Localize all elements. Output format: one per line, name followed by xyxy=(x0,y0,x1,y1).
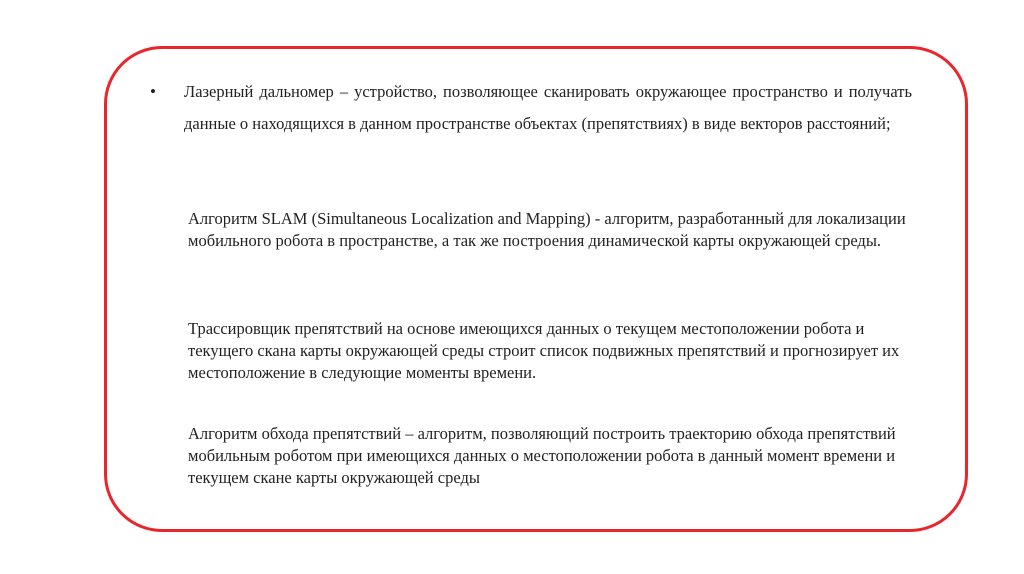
obstacle-avoidance-paragraph: Алгоритм обхода препятствий – алгоритм, позволяющий построить траекторию обхода препятствий мобильным роботом при имеющихся данных о местоположении робота в данный момент времени и текущем скане карты окружающей среды xyxy=(188,424,896,487)
slam-paragraph: Алгоритм SLAM (Simultaneous Localization and Mapping) - алгоритм, разработанный для локализации мобильного робота в пространстве, а так же построения динамической карты окружающей среды. xyxy=(188,209,906,250)
bullet-icon: • xyxy=(150,82,156,101)
obstacle-tracker-paragraph: Трассировщик препятствий на основе имеющихся данных о текущем местоположении робота и текущего скана карты окружающей среды строит список подвижных препятствий и прогнозирует их местоположение в следующие моменты времени. xyxy=(188,319,900,382)
laser-rangefinder-text: Лазерный дальномер – устройство, позволяющее сканировать окружающее пространство и получать данные о находящихся в данном пространстве объектах (препятствиях) в виде векторов расстояний; xyxy=(184,82,912,133)
